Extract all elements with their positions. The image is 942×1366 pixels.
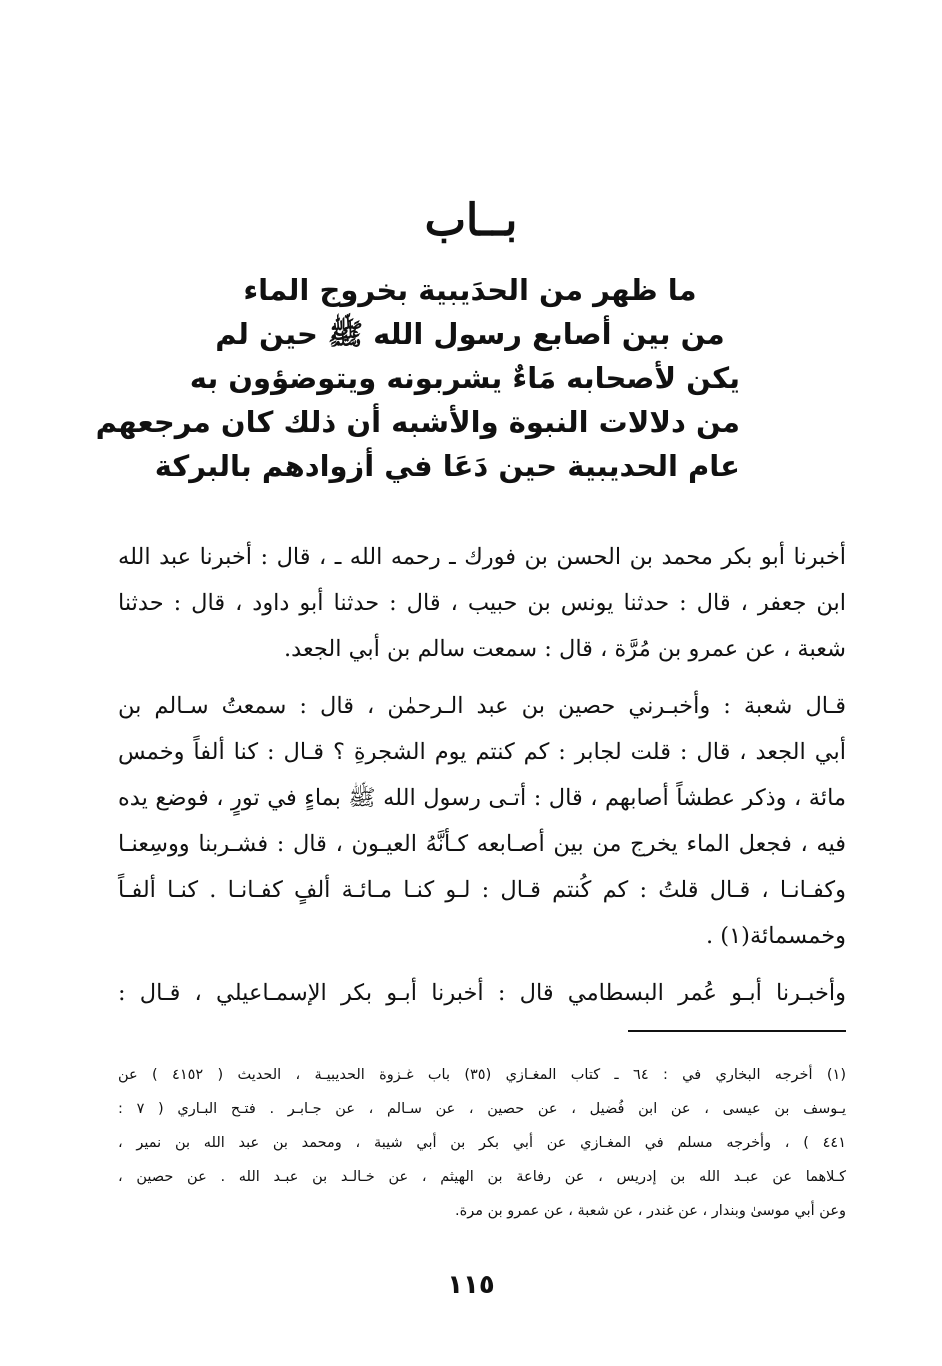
page-number: ١١٥ [447,1270,495,1300]
paragraph-isnad [118,534,846,672]
paragraph-hadith [118,683,846,959]
footnote-line: كـلاهما عن عبـد الله بن إدريس ، عن رفاعة بن الهيثم ، عن خـالـد بن عبـد الله . عن حصين ، [118,1169,846,1185]
chapter-heading: بــاب [424,195,518,246]
text-line: وأخبـرنا أبـو عُمر البسطامي قال : أخبرنا أبـو بكر الإسمـاعيلي ، قـال : [118,980,846,1006]
text-line: شعبة ، عن عمرو بن مُرَّة ، قال : سمعت سالم بن أبي الجعد. [284,636,846,662]
footnote [118,1058,846,1228]
chapter-title-line: ما ظهر من الحدَيبية بخروج الماء [243,273,697,307]
text-line: وكفـانـا ، قـال قلتُ : كم كُنتم قـال : لـو كنـا مـائـة ألفٍ كفـانـا . كنـا ألفـاً [118,877,846,903]
footnote-divider [628,1030,846,1032]
paragraph-next-isnad [118,970,846,1016]
footnote-line: ٤٤١ ) ، وأخرجه مسلم في المغـازي عن أبي بكر بن أبي شيبة ، ومحمد بن عبد الله بن نمير ، [118,1135,846,1151]
footnote-line: وعن أبي موسىٰ وبندار ، عن غندر ، عن شعبة ، عن عمرو بن مرة. [455,1203,846,1219]
chapter-title-line: عام الحديبية حين دَعَا في أزوادهم بالبركة [154,449,740,483]
text-line: وخمسمائة(١) . [705,923,846,949]
footnote-line: يـوسف بن عيسى ، عن ابن فُضيل ، عن حصين ، عن سـالم ، عن جـابـر . فتـح البـاري ( ٧ : [118,1101,846,1117]
text-line: قـال شعبة : وأخبـرني حصين بن عبد الـرحمٰن ، قال : سمعتُ سـالم بن [118,693,846,719]
footnote-line: (١) أخرجه البخاري في : ٦٤ ـ كتاب المغـازي (٣٥) باب غـزوة الحديبيـة ، الحديث ( ٤١٥٢ ) عن [118,1067,847,1083]
text-line: أخبرنا أبو بكر محمد بن الحسن بن فورك ـ رحمه الله ـ ، قال : أخبرنا عبد الله [118,544,846,570]
chapter-title [95,268,740,488]
text-line: ابن جعفر ، قال : حدثنا يونس بن حبيب ، قال : حدثنا أبو داود ، قال : حدثنا [118,590,846,616]
text-line: مائة ، وذكر عطشاً أصابهم ، قال : أتـى رسول الله ﷺ بماءٍ في تورٍ ، فوضع يده [118,785,846,811]
text-line: فيه ، فجعل الماء يخرج من بين أصـابعه كـأنَّهُ العيـون ، قال : فشـربنا ووسِعنـا [118,831,846,857]
text-line: أبي الجعد ، قال : قلت لجابر : كم كنتم يوم الشجرةِ ؟ قـال : كنا ألفاً وخمس [118,739,846,765]
chapter-title-line: يكن لأصحابه مَاءٌ يشربونه ويتوضؤون به [189,361,740,395]
chapter-title-line: من بين أصابع رسول الله ﷺ حين لم [215,317,725,351]
chapter-title-line: من دلالات النبوة والأشبه أن ذلك كان مرجعهم [95,405,740,439]
